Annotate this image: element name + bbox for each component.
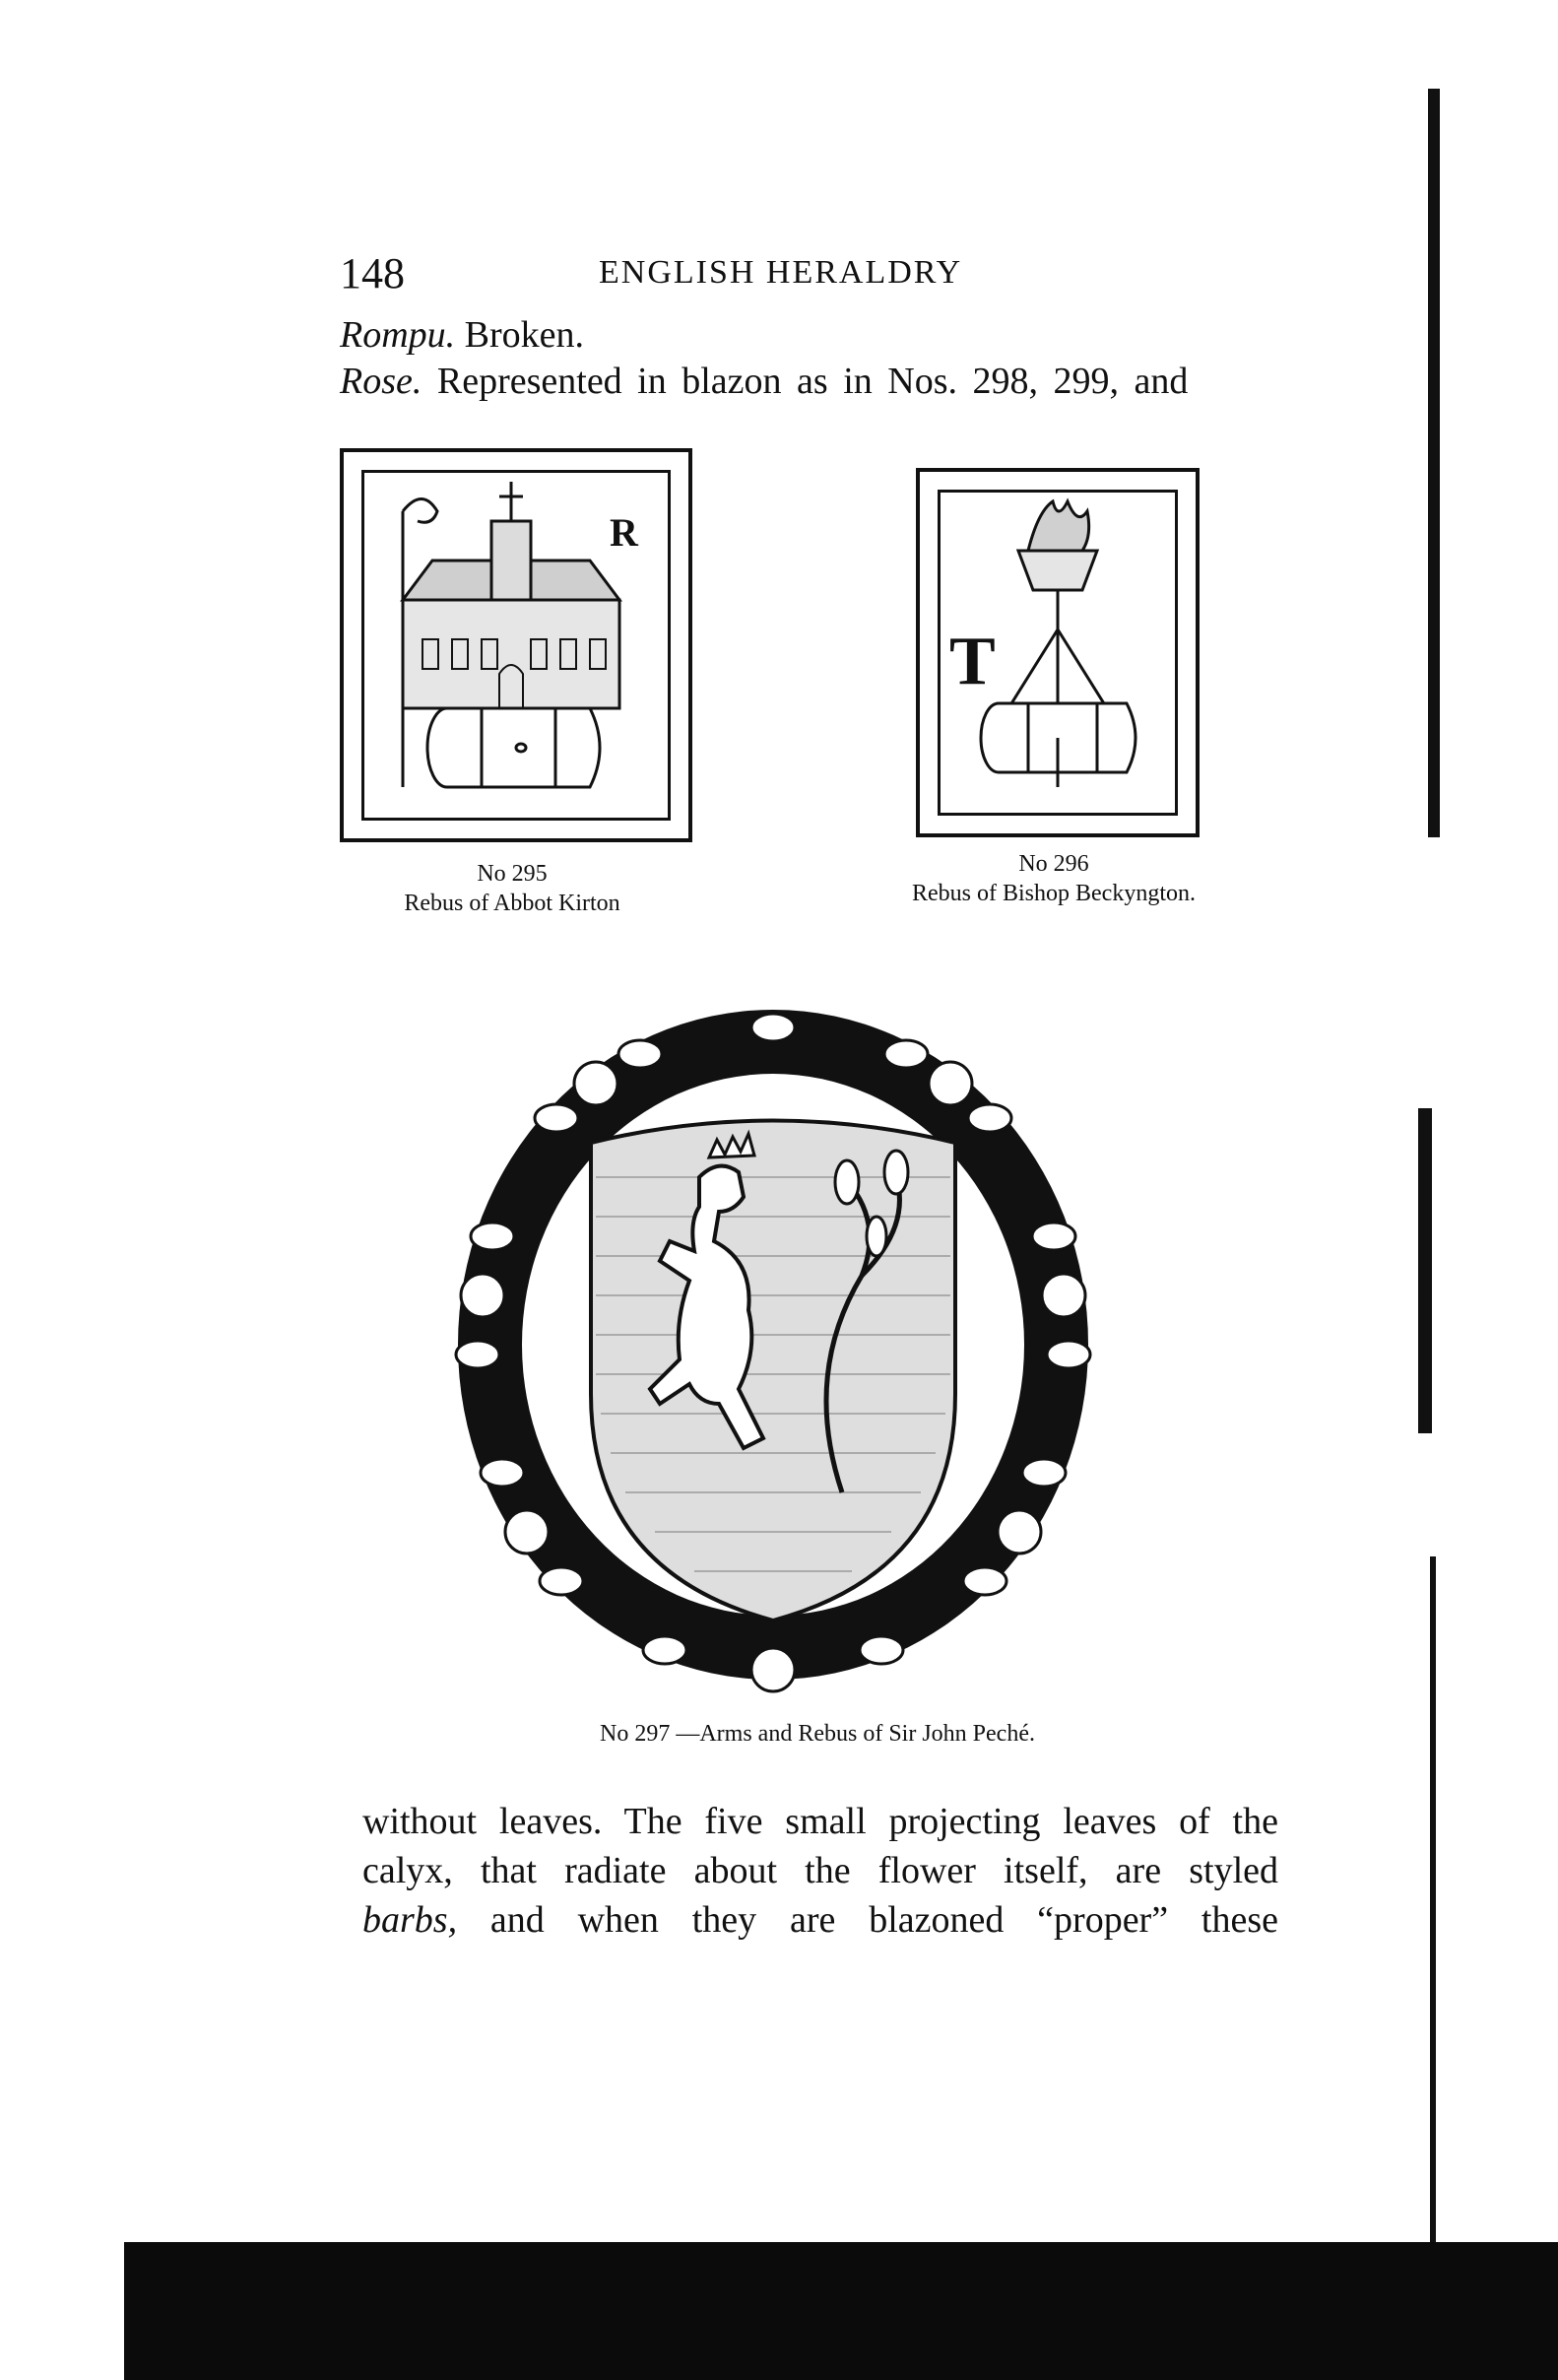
figure-295-illustration [340,448,692,842]
page-number: 148 [340,249,405,298]
figure-296-number: No 296 [1018,851,1089,877]
church-and-barrel-engraving [344,452,688,838]
term-rompu: Rompu. [340,314,456,356]
body-paragraph [362,1797,1278,1945]
term-barbs: barbs, [362,1899,458,1941]
figure-295-caption [340,859,684,918]
term-rose: Rose. [340,361,422,402]
figure-295-title: Rebus of Abbot Kirton [404,891,620,916]
scan-edge-rule [1428,89,1440,837]
svg-text:R: R [610,510,638,555]
figure-297-illustration [448,980,1098,1699]
running-title: ENGLISH HERALDRY [599,254,963,291]
figure-296-illustration [916,468,1200,837]
definition-rose: Represented in blazon as in Nos. 298, 299, and [422,361,1189,402]
figure-295-number: No 295 [477,861,548,887]
svg-text:T: T [949,624,996,699]
figure-296-title: Rebus of Bishop Beckyngton. [912,881,1196,906]
scan-edge-line [1430,1556,1436,2246]
scan-bottom-band [124,2242,1558,2380]
entry-rompu [340,313,584,357]
figure-297-caption: No 297 —Arms and Rebus of Sir John Peché. [600,1721,1035,1747]
beacon-and-barrel-engraving [920,472,1196,833]
scan-edge-mark [1418,1108,1432,1433]
figure-296-caption [867,849,1241,908]
body-line-1: without leaves. The five small projecting leaves of the [362,1801,1278,1842]
body-line-3 [362,1895,1278,1945]
definition-rompu: Broken. [455,314,585,356]
body-line-2: calyx, that radiate about the flower itself, are styled [362,1850,1278,1891]
entry-rose [340,360,1188,403]
body-line-3-rest: and when they are blazoned “proper” these [457,1899,1278,1941]
